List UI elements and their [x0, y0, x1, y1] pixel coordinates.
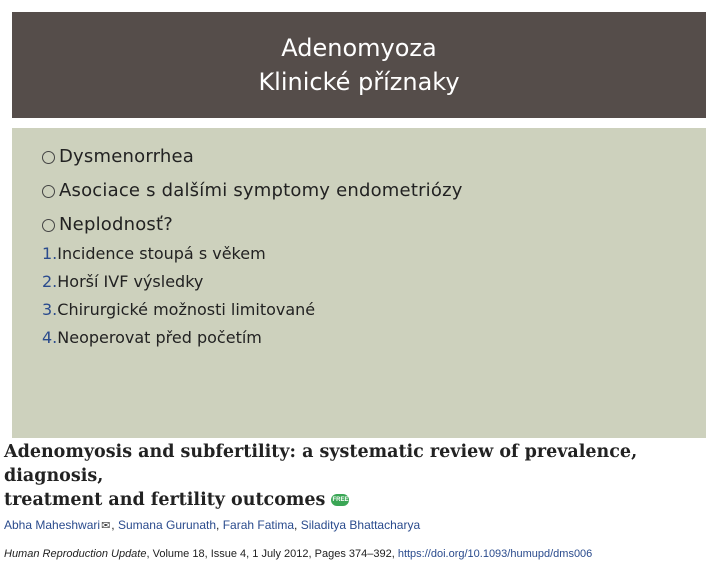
- bullet-item: [42, 140, 463, 174]
- envelope-icon[interactable]: ✉: [101, 520, 111, 532]
- bullet-item: [42, 174, 463, 208]
- bullet-list: [42, 140, 463, 242]
- author-list: Abha Maheshwari✉, Sumana Gurunath, Farah Fatima, Siladitya Bhattacharya: [4, 518, 421, 532]
- item-text: Neoperovat před početím: [57, 328, 262, 347]
- bullet-item: [42, 208, 463, 242]
- slide-title-line1: Adenomyoza: [281, 34, 437, 62]
- item-text: Incidence stoupá s věkem: [57, 244, 266, 263]
- free-access-badge: FREE: [331, 494, 349, 506]
- journal-info: [4, 546, 716, 562]
- slide-title-line2: Klinické příznaky: [258, 68, 460, 96]
- item-text: Chirurgické možnosti limitované: [57, 300, 316, 319]
- slide-header: [12, 12, 706, 118]
- bullet-circle-icon: [42, 151, 55, 164]
- item-number: 1.: [42, 244, 58, 263]
- numbered-item: [42, 268, 315, 296]
- paper-title-line2: treatment and fertility outcomes: [4, 490, 326, 510]
- doi-link[interactable]: https://doi.org/10.1093/humupd/dms006: [397, 548, 593, 560]
- numbered-item: [42, 324, 315, 352]
- item-number: 4.: [42, 328, 58, 347]
- numbered-list: [42, 240, 315, 352]
- bullet-circle-icon: [42, 219, 55, 232]
- author-link[interactable]: Sumana Gurunath: [117, 518, 217, 532]
- paper-title[interactable]: [4, 440, 716, 512]
- journal-name: Human Reproduction Update: [4, 548, 147, 560]
- citation-block: [4, 440, 716, 562]
- author-link[interactable]: Siladitya Bhattacharya: [300, 518, 421, 532]
- paper-title-line1: Adenomyosis and subfertility: a systematic review of prevalence, diagnosis,: [4, 442, 638, 486]
- bullet-text: Neplodnosť?: [59, 214, 174, 235]
- numbered-item: [42, 240, 315, 268]
- author-link[interactable]: Farah Fatima: [222, 518, 295, 532]
- bullet-circle-icon: [42, 185, 55, 198]
- item-number: 3.: [42, 300, 58, 319]
- item-number: 2.: [42, 272, 58, 291]
- item-text: Horší IVF výsledky: [57, 272, 204, 291]
- bullet-text: Dysmenorrhea: [59, 146, 195, 167]
- slide-content: [12, 128, 706, 438]
- author-link[interactable]: Abha Maheshwari: [4, 518, 101, 532]
- bullet-text: Asociace s dalšími symptomy endometriózy: [59, 180, 463, 201]
- numbered-item: [42, 296, 315, 324]
- journal-details: , Volume 18, Issue 4, 1 July 2012, Pages 374–392,: [146, 548, 398, 560]
